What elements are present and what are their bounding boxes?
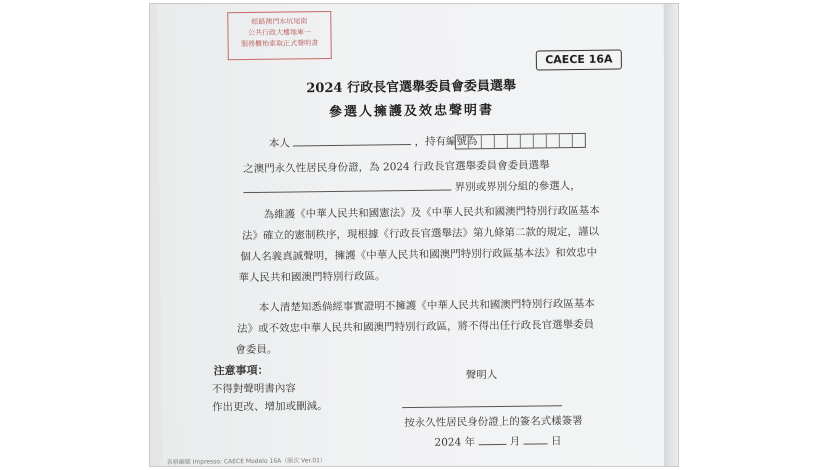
p3-line-1: 本人清楚知悉倘經事實證明不擁護《中華人民共和國澳門特別行政區基本: [258, 297, 595, 314]
p1-line-3: [243, 178, 581, 197]
declarant-label: 聲明人: [465, 368, 498, 382]
p1-text-b: ，持有編號為: [414, 135, 478, 148]
stamp-line-1: 經路澳門水坑尾街: [251, 17, 308, 26]
sector-field[interactable]: [243, 180, 451, 194]
red-stamp-box: [227, 11, 332, 60]
p2-line-2: 法》確立的憲制秩序，現根據《行政長官選舉法》第九條第二款的規定，謹以: [241, 225, 600, 243]
declaration-form-page: [157, 4, 669, 466]
stamp-line-2: 公共行政大樓地庫一: [247, 28, 312, 38]
form-title: 2024 行政長官選舉委員會委員選舉: [306, 78, 517, 97]
notice-title: 注意事項：: [213, 363, 269, 378]
p1-text-a: 本人: [268, 137, 290, 150]
p1-text-d: 界別或界別分組的參選人，: [454, 179, 581, 194]
signature-line[interactable]: [402, 405, 562, 408]
form-footer: 表格編號 Impresso: CAECE Modelo 16A（版次 Ver.01）: [166, 457, 326, 466]
stamp-line-3: 服務櫃枱索取正式聲明書: [241, 39, 319, 49]
p2-line-1: 為維護《中華人民共和國憲法》及《中華人民共和國澳門特別行政區基本: [263, 204, 600, 221]
signature-caption: 按永久性居民身份證上的簽名式樣簽署: [404, 414, 583, 430]
p3-line-3: 會委員。: [235, 343, 278, 357]
date-month: 月: [509, 435, 521, 448]
date-year: 2024 年: [434, 436, 476, 449]
p3-line-2: 法》或不效忠中華人民共和國澳門特別行政區，將不得出任行政長官選舉委員: [237, 318, 595, 336]
month-field[interactable]: [478, 434, 506, 445]
p2-line-4: 華人民共和國澳門特別行政區。: [238, 270, 386, 285]
notice-line-2: 作出更改、增加或刪減。: [211, 400, 328, 414]
name-field[interactable]: [293, 134, 411, 146]
id-number-boxes[interactable]: [455, 133, 586, 150]
date-line: [434, 433, 561, 450]
paper-edge-shadow: [664, 4, 678, 466]
notice-line-1: 不得對聲明書內容: [211, 382, 296, 396]
p1-line-2: 之澳門永久性居民身份證，為 2024 行政長官選舉委員會委員選舉: [243, 159, 550, 176]
day-field[interactable]: [524, 433, 548, 444]
p2-line-3: 個人名義真誠聲明，擁護《中華人民共和國澳門特別行政區基本法》和效忠中: [240, 246, 598, 264]
form-code-badge: CAECE 16A: [536, 49, 622, 70]
form-subtitle: 參選人擁護及效忠聲明書: [328, 103, 495, 121]
date-day: 日: [550, 435, 562, 448]
p1-line-1: [269, 133, 478, 151]
photo-frame: [150, 4, 678, 466]
